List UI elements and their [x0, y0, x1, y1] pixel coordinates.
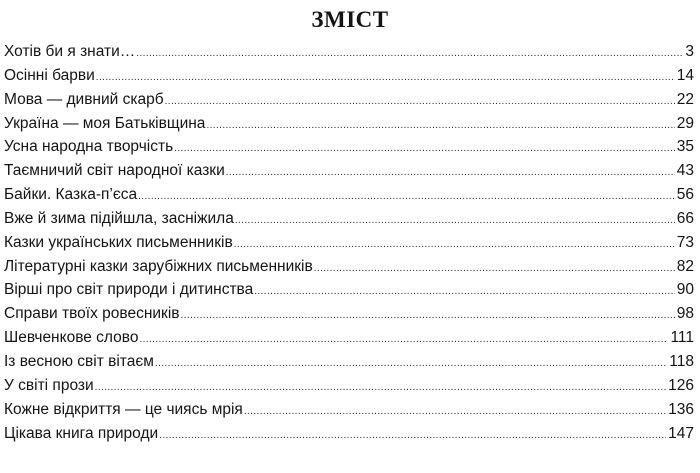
toc-entry-title: Літературні казки зарубіжних письменників [4, 257, 313, 275]
toc-entry-title: Вже й зима підійшла, засніжила [4, 209, 234, 227]
dot-leader [244, 400, 666, 424]
toc-entry-title: Казки українських письменників [4, 233, 233, 251]
toc-entry [4, 135, 694, 159]
toc-entry [4, 40, 694, 64]
toc-entry [4, 255, 694, 279]
toc-entry [4, 278, 694, 302]
dot-leader [159, 424, 666, 448]
dot-leader [181, 304, 675, 328]
toc-entry [4, 64, 694, 88]
toc-list [4, 40, 694, 445]
toc-entry-page-number: 43 [676, 162, 694, 180]
toc-entry-title: Байки. Казка-п’єса [4, 186, 138, 204]
dot-leader [206, 114, 674, 138]
toc-entry-title: Цікава книга природи [4, 424, 159, 442]
toc-entry [4, 326, 694, 350]
toc-entry-page-number: 29 [676, 114, 694, 132]
dot-leader [139, 328, 668, 352]
toc-entry-page-number: 3 [685, 43, 694, 60]
toc-entry-page-number: 14 [676, 66, 694, 84]
toc-entry [4, 207, 694, 231]
toc-entry [4, 159, 694, 183]
toc-entry-page-number: 82 [676, 257, 694, 275]
toc-entry-title: Справи твоїх ровесників [4, 305, 180, 323]
toc-entry [4, 88, 694, 112]
toc-entry [4, 398, 694, 422]
toc-entry-title: Усна народна творчість [4, 138, 174, 156]
dot-leader [226, 161, 675, 185]
toc-entry [4, 422, 694, 446]
toc-entry-page-number: 56 [676, 186, 694, 204]
toc-entry [4, 231, 694, 255]
toc-entry-page-number: 66 [676, 209, 694, 227]
dot-leader [235, 209, 675, 233]
toc-entry [4, 374, 694, 398]
toc-entry-page-number: 147 [668, 424, 694, 442]
dot-leader [174, 137, 675, 161]
toc-entry-title: Хотів би я знати… [4, 43, 136, 60]
toc-entry-title: У світі прози [4, 376, 94, 394]
page-title: ЗМІСТ [311, 7, 389, 32]
dot-leader [138, 185, 675, 209]
dot-leader [254, 280, 675, 304]
dot-leader [136, 42, 683, 66]
toc-entry [4, 112, 694, 136]
toc-entry-page-number: 126 [668, 376, 694, 394]
toc-entry-title: Шевченкове слово [4, 329, 139, 347]
dot-leader [234, 233, 675, 257]
toc-entry-page-number: 111 [670, 329, 694, 347]
dot-leader [155, 352, 667, 376]
dot-leader [96, 66, 675, 90]
toc-entry-title: Вірші про світ природи і дитинства [4, 281, 254, 299]
toc-entry-page-number: 90 [676, 281, 694, 299]
toc-entry-title: Із весною світ вітаєм [4, 352, 154, 370]
toc-entry [4, 350, 694, 374]
toc-entry-title: Кожне відкриття — це чиясь мрія [4, 400, 243, 418]
toc-entry-title: Мова — дивний скарб [4, 90, 164, 108]
toc-entry-page-number: 22 [676, 90, 694, 108]
toc-entry-title: Україна — моя Батьківщина [4, 114, 206, 132]
dot-leader [314, 257, 675, 281]
toc-entry-page-number: 35 [676, 138, 694, 156]
dot-leader [95, 376, 666, 400]
toc-entry-title: Осінні барви [4, 66, 95, 84]
toc-entry-page-number: 136 [668, 400, 694, 418]
toc-entry-page-number: 118 [669, 352, 694, 370]
dot-leader [165, 90, 675, 114]
toc-entry [4, 183, 694, 207]
toc-entry [4, 302, 694, 326]
toc-entry-page-number: 73 [676, 233, 694, 251]
toc-entry-title: Таємничий світ народної казки [4, 162, 225, 180]
toc-entry-page-number: 98 [676, 305, 694, 323]
